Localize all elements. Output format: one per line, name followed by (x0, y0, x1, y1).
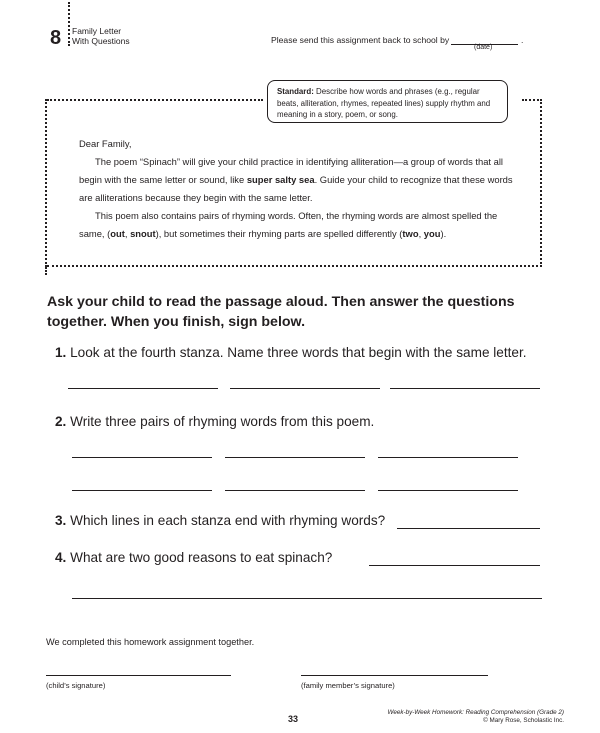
answer-2-line-2b[interactable] (225, 490, 365, 491)
standard-label: Standard: (277, 87, 314, 96)
question-1 (55, 345, 527, 361)
answer-1-line-a[interactable] (68, 388, 218, 389)
question-4-text: What are two good reasons to eat spinach? (70, 550, 333, 565)
send-back-text: Please send this assignment back to school by (271, 35, 450, 45)
question-1-number: 1. (55, 345, 67, 360)
family-signature-label: (family member’s signature) (301, 681, 395, 690)
answer-1-line-c[interactable] (390, 388, 540, 389)
answer-2-line-1c[interactable] (378, 457, 518, 458)
footer-credit-line1: Week-by-Week Homework: Reading Comprehension (Grade 2) (387, 709, 564, 716)
letter-paragraph-2: This poem also contains pairs of rhyming words. Often, the rhyming words are almost spelled the same, (out, snout), but sometimes their rhyming parts are spelled differently (two, you). (79, 210, 498, 239)
letter-frame-right (540, 99, 542, 267)
standard-box (267, 80, 508, 123)
letter-greeting: Dear Family, (79, 138, 132, 149)
answer-2-line-2c[interactable] (378, 490, 518, 491)
answer-2-line-1b[interactable] (225, 457, 365, 458)
header-dotted-rule (68, 2, 70, 46)
assignment-number: 8 (50, 27, 62, 49)
date-period: . (521, 35, 524, 45)
letter-frame-bottom (47, 265, 542, 267)
question-3 (55, 513, 385, 529)
page-number: 33 (288, 714, 299, 724)
question-1-text: Look at the fourth stanza. Name three words that begin with the same letter. (70, 345, 527, 360)
family-signature-line[interactable] (301, 675, 488, 676)
assignment-type-line1: Family Letter (72, 26, 122, 36)
question-3-text: Which lines in each stanza end with rhyming words? (70, 513, 386, 528)
answer-2-line-2a[interactable] (72, 490, 212, 491)
letter-example-bold: super salty sea (246, 174, 315, 185)
footer-credit (387, 709, 564, 725)
answer-4-line-a[interactable] (369, 565, 540, 566)
question-3-number: 3. (55, 513, 67, 528)
answer-4-line-b[interactable] (72, 598, 542, 599)
family-letter (79, 135, 525, 243)
answer-1-line-b[interactable] (230, 388, 380, 389)
standard-text: Describe how words and phrases (e.g., regular beats, alliteration, rhymes, repeated lines) supply rhythm and meaning in a story, poem, or song. (277, 87, 491, 119)
instructions (47, 292, 515, 332)
date-label: (date) (474, 44, 493, 51)
letter-frame-left (45, 99, 47, 267)
question-2-number: 2. (55, 414, 67, 429)
assignment-type (72, 26, 130, 46)
assignment-type-line2: With Questions (72, 36, 130, 46)
question-2-text: Write three pairs of rhyming words from this poem. (70, 414, 375, 429)
letter-paragraph-1: The poem “Spinach” will give your child practice in identifying alliteration—a group of words that all begin with the same letter or sound, like super salty sea. Guide your child to recognize that these words are alliterations because they begin with the same letter. (79, 156, 513, 203)
left-margin-dotted-rule (45, 267, 47, 275)
footer-credit-line2: © Mary Rose, Scholastic Inc. (483, 717, 564, 724)
instructions-line1: Ask your child to read the passage aloud. Then answer the questions (47, 294, 515, 310)
question-4-number: 4. (55, 550, 67, 565)
instructions-line2: together. When you finish, sign below. (47, 314, 306, 330)
question-2 (55, 414, 374, 430)
letter-frame-top-right (522, 99, 542, 101)
child-signature-line[interactable] (46, 675, 231, 676)
letter-frame-top (47, 99, 263, 101)
answer-3-line[interactable] (397, 528, 540, 529)
question-4 (55, 550, 332, 566)
child-signature-label: (child’s signature) (46, 681, 106, 690)
completion-text: We completed this homework assignment together. (46, 637, 255, 647)
answer-2-line-1a[interactable] (72, 457, 212, 458)
